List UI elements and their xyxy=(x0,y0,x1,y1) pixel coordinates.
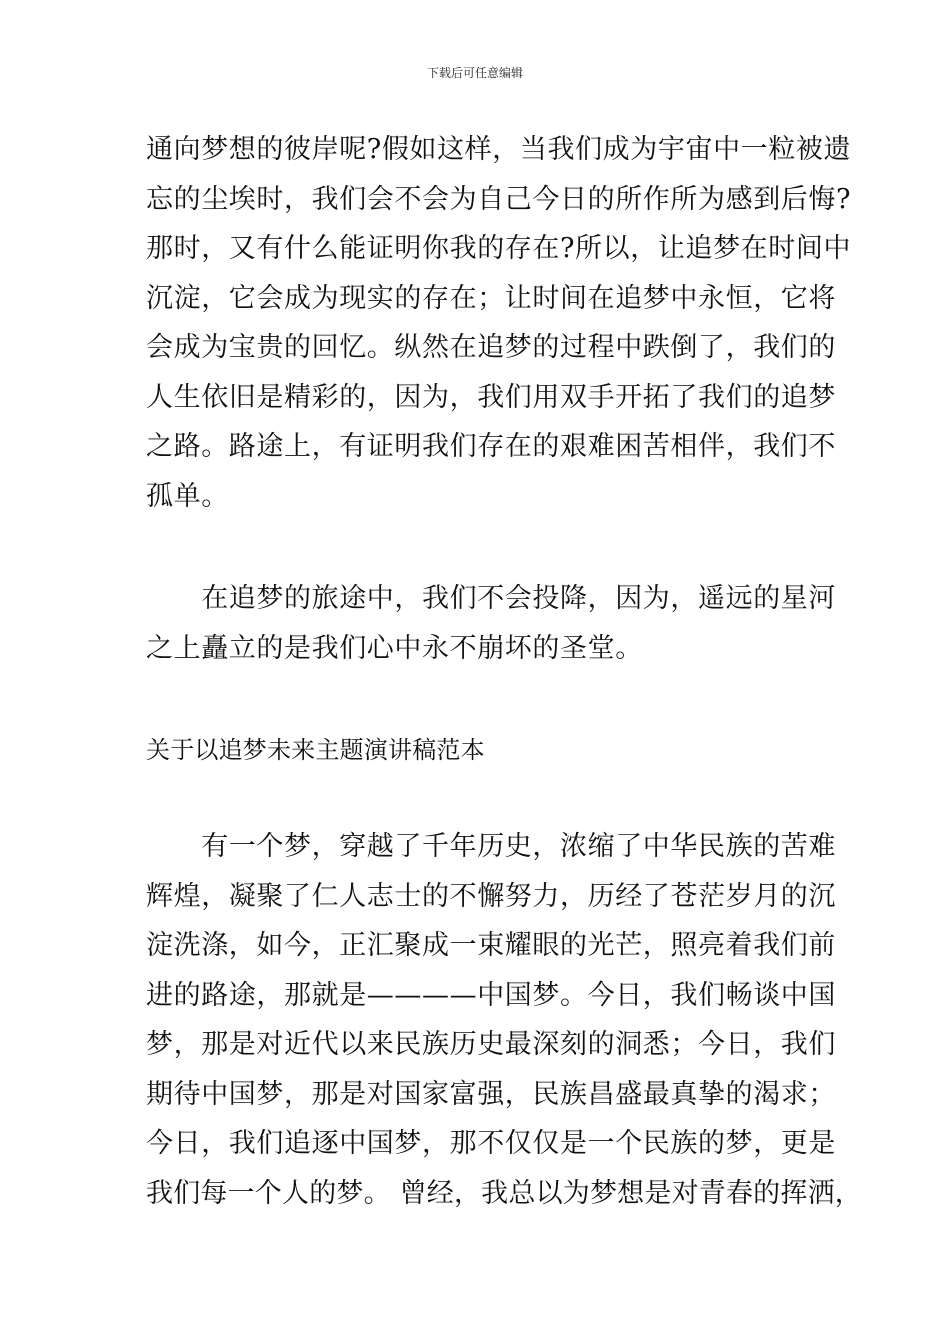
text-line: 忘的尘埃时，我们会不会为自己今日的所作所为感到后悔? xyxy=(146,184,852,215)
text-line: 我们每一个人的梦。 曾经，我总以为梦想是对青春的挥洒， xyxy=(146,1178,862,1209)
text-line: 淀洗涤，如今，正汇聚成一束耀眼的光芒，照亮着我们前 xyxy=(146,930,836,961)
text-line: 辉煌，凝聚了仁人志士的不懈努力，历经了苍茫岁月的沉 xyxy=(146,881,836,912)
text-line: 之路。路途上，有证明我们存在的艰难困苦相伴，我们不 xyxy=(146,431,836,462)
text-line: 沉淀，它会成为现实的存在；让时间在追梦中永恒，它将 xyxy=(146,283,836,314)
text-line: 通向梦想的彼岸呢?假如这样，当我们成为宇宙中一粒被遗 xyxy=(146,134,852,165)
text-line: 在追梦的旅途中，我们不会投降，因为，遥远的星河 xyxy=(146,583,836,614)
text-line: 进的路途，那就是————中国梦。今日，我们畅谈中国 xyxy=(146,980,836,1011)
page-header: 下载后可任意编辑 xyxy=(426,66,523,80)
text-line: 梦，那是对近代以来民族历史最深刻的洞悉；今日，我们 xyxy=(146,1029,836,1060)
text-line: 那时，又有什么能证明你我的存在?所以，让追梦在时间中 xyxy=(146,233,852,264)
text-line: 会成为宝贵的回忆。纵然在追梦的过程中跌倒了，我们的 xyxy=(146,332,836,363)
text-line: 人生依旧是精彩的，因为，我们用双手开拓了我们的追梦 xyxy=(146,382,836,413)
section-title: 关于以追梦未来主题演讲稿范本 xyxy=(146,736,485,764)
text-line: 期待中国梦，那是对国家富强，民族昌盛最真挚的渴求； xyxy=(146,1079,836,1110)
text-line: 孤单。 xyxy=(146,481,229,512)
text-line: 今日，我们追逐中国梦，那不仅仅是一个民族的梦，更是 xyxy=(146,1128,836,1159)
text-line: 有一个梦，穿越了千年历史，浓缩了中华民族的苦难 xyxy=(146,831,836,862)
text-line: 之上矗立的是我们心中永不崩坏的圣堂。 xyxy=(146,633,643,664)
